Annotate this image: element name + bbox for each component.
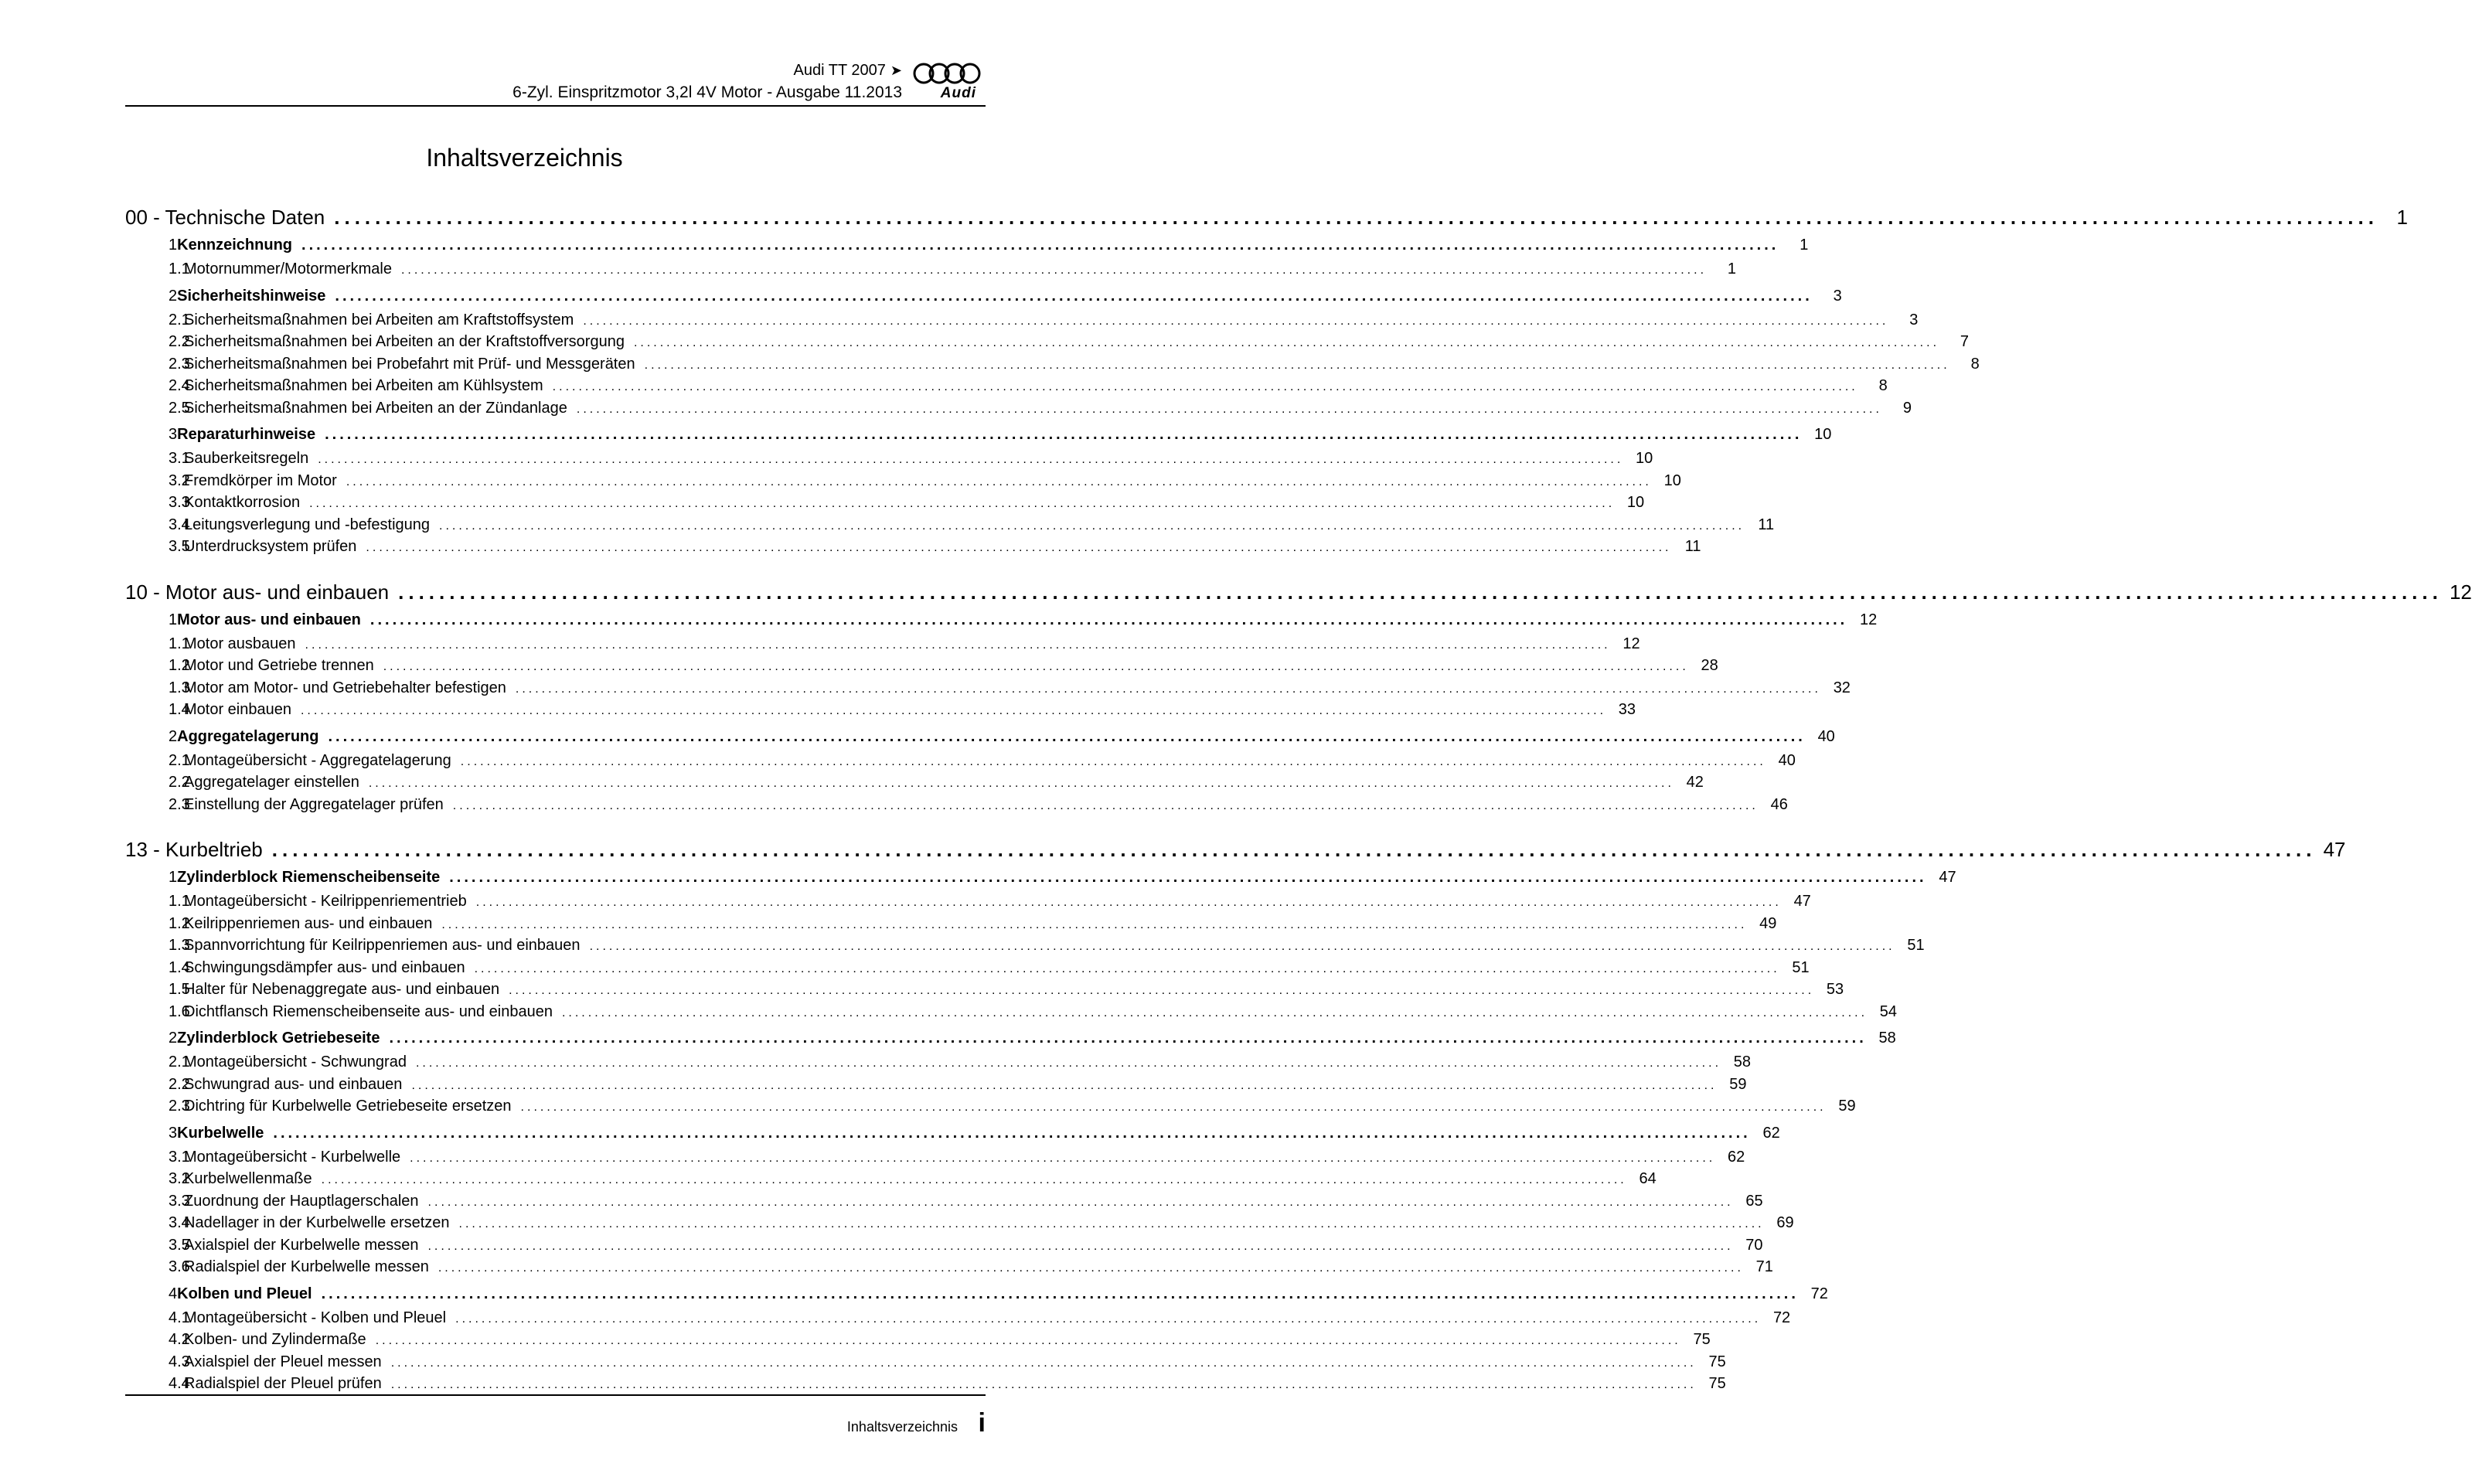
toc-entry-page: 75 <box>1708 1353 1726 1370</box>
toc-sub-row[interactable] <box>125 1214 1794 1237</box>
table-of-contents <box>125 203 2472 1397</box>
toc-entry-number: 3.2 <box>169 471 190 489</box>
toc-entry-number: 4.1 <box>169 1309 190 1326</box>
toc-entry-title: Sicherheitsmaßnahmen bei Arbeiten am Kühlsystem <box>184 377 543 394</box>
toc-dot-leader: ........................................................................................................................................................................................................ <box>318 453 1624 466</box>
toc-entry-number: 1.1 <box>169 635 190 652</box>
toc-dot-leader: ........................................................................................................................................................................................................ <box>589 940 1895 953</box>
toc-section-row[interactable] <box>125 869 1956 893</box>
toc-entry-title: Sicherheitshinweise <box>177 287 326 305</box>
toc-dot-leader: ........................................................................................................................................................................................................ <box>439 519 1745 533</box>
toc-entry-title: Radialspiel der Kurbelwelle messen <box>184 1258 429 1275</box>
toc-dot-leader: ........................................................................................................................................................................................................ <box>583 314 1889 328</box>
toc-entry-title: Montageübersicht - Aggregatelagerung <box>184 751 451 769</box>
toc-entry-number: 1.6 <box>169 1002 190 1020</box>
toc-entry-title: Sauberkeitsregeln <box>184 450 309 467</box>
toc-entry-title: Kontaktkorrosion <box>184 494 301 511</box>
toc-entry-title: Unterdrucksystem prüfen <box>184 538 357 555</box>
toc-entry-page: 47 <box>1939 869 1956 886</box>
toc-sub-row[interactable] <box>125 679 1851 702</box>
toc-entry-number: 1 <box>169 611 178 628</box>
toc-entry-page: 54 <box>1879 1002 1898 1020</box>
toc-dot-leader: ........................................................................................................................................................................................................ <box>520 1101 1827 1114</box>
toc-entry-title: Aggregatelagerung <box>177 727 319 745</box>
toc-entry-page: 72 <box>1810 1285 1828 1302</box>
page-header <box>125 54 986 107</box>
header-model: Audi TT 2007 ➤ <box>793 62 902 79</box>
toc-entry-page: 3 <box>1833 287 1842 305</box>
toc-sub-row[interactable] <box>125 774 1704 796</box>
toc-section-row[interactable] <box>125 1124 1780 1149</box>
toc-entry-number: 2 <box>169 727 178 745</box>
toc-entry-number: 2 <box>169 287 178 305</box>
toc-entry-number: 2.3 <box>169 795 190 813</box>
toc-entry-number: 1 <box>169 237 178 254</box>
toc-entry-number: 3 <box>169 426 178 443</box>
toc-entry-page: 11 <box>1758 516 1775 533</box>
toc-entry-number: 4 <box>169 1285 178 1302</box>
toc-dot-leader: ........................................................................................................................................................................................................ <box>325 426 1803 443</box>
toc-entry-title: Fremdkörper im Motor <box>184 471 337 489</box>
toc-sub-row[interactable] <box>125 471 1681 495</box>
toc-entry-number: 1.5 <box>169 981 190 998</box>
toc-entry-number: 1.4 <box>169 701 190 718</box>
toc-dot-leader: ........................................................................................................................................................................................................ <box>305 638 1611 652</box>
toc-entry-page: 40 <box>1817 727 1835 745</box>
toc-sub-row[interactable] <box>125 377 1888 400</box>
toc-entry-title: Zylinderblock Riemenscheibenseite <box>177 869 441 886</box>
toc-dot-leader: ........................................................................................................................................................................................................ <box>460 754 1766 768</box>
toc-dot-leader: ........................................................................................................................................................................................................ <box>366 541 1672 554</box>
toc-entry-page: 47 <box>1793 893 1811 910</box>
toc-dot-leader: ........................................................................................................................................................................................................ <box>398 580 2443 604</box>
toc-sub-row[interactable] <box>125 1331 1711 1353</box>
page-title: Inhaltsverzeichnis <box>426 144 623 172</box>
toc-dot-leader: ........................................................................................................................................................................................................ <box>328 727 1806 745</box>
toc-entry-page: 53 <box>1826 981 1844 998</box>
toc-entry-page: 11 <box>1684 538 1701 555</box>
toc-sub-row[interactable] <box>125 701 1636 723</box>
toc-chapter-row[interactable] <box>125 835 2346 869</box>
toc-entry-page: 42 <box>1686 774 1704 791</box>
toc-dot-leader: ........................................................................................................................................................................................................ <box>552 380 1858 393</box>
toc-sub-row[interactable] <box>125 1236 1763 1259</box>
toc-entry-title: Sicherheitsmaßnahmen bei Arbeiten am Kraftstoffsystem <box>184 311 574 328</box>
toc-sub-row[interactable] <box>125 1258 1773 1281</box>
toc-entry-title: Kolben- und Zylindermaße <box>184 1331 366 1348</box>
toc-dot-leader: ........................................................................................................................................................................................................ <box>334 206 2378 229</box>
toc-sub-row[interactable] <box>125 937 1925 959</box>
toc-entry-page: 75 <box>1693 1331 1711 1348</box>
toc-sub-row[interactable] <box>125 1309 1791 1332</box>
toc-entry-number: 2.2 <box>169 333 190 350</box>
toc-entry-page: 10 <box>1663 471 1681 489</box>
toc-entry-page: 32 <box>1833 679 1851 696</box>
toc-sub-row[interactable] <box>125 657 1718 679</box>
toc-entry-title: 00 - Technische Daten <box>125 206 325 229</box>
toc-sub-row[interactable] <box>125 260 1737 283</box>
toc-entry-number: 3.3 <box>169 1192 190 1210</box>
toc-dot-leader: ........................................................................................................................................................................................................ <box>383 660 1689 673</box>
toc-dot-leader: ........................................................................................................................................................................................................ <box>346 475 1652 488</box>
toc-entry-title: Spannvorrichtung für Keilrippenriemen aus- und einbauen <box>184 937 581 954</box>
toc-entry-number: 3.5 <box>169 1236 190 1254</box>
toc-sub-row[interactable] <box>125 1170 1657 1193</box>
toc-entry-page: 58 <box>1733 1053 1752 1070</box>
toc-section-row[interactable] <box>125 727 1835 752</box>
toc-entry-title: 10 - Motor aus- und einbauen <box>125 580 390 604</box>
toc-dot-leader: ........................................................................................................................................................................................................ <box>400 264 1708 277</box>
toc-entry-number: 1.3 <box>169 679 190 696</box>
toc-sub-row[interactable] <box>125 795 1788 819</box>
toc-dot-leader: ........................................................................................................................................................................................................ <box>389 1030 1867 1047</box>
toc-entry-number: 2.2 <box>169 774 190 791</box>
toc-dot-leader: ........................................................................................................................................................................................................ <box>427 1239 1734 1253</box>
toc-section-row[interactable] <box>125 426 1832 450</box>
toc-entry-title: Zylinderblock Getriebeseite <box>177 1030 380 1047</box>
toc-entry-page: 51 <box>1907 937 1925 954</box>
toc-entry-page: 62 <box>1762 1124 1780 1142</box>
toc-entry-page: 12 <box>1859 611 1878 628</box>
toc-sub-row[interactable] <box>125 1075 1747 1098</box>
toc-dot-leader: ........................................................................................................................................................................................................ <box>452 798 1759 812</box>
toc-sub-row[interactable] <box>125 1002 1898 1026</box>
toc-chapter-row[interactable] <box>125 203 2408 237</box>
toc-entry-title: Motor und Getriebe trennen <box>184 657 374 674</box>
toc-dot-leader: ........................................................................................................................................................................................................ <box>300 704 1607 717</box>
toc-entry-number: 1.2 <box>169 657 190 674</box>
toc-entry-page: 33 <box>1618 701 1636 718</box>
toc-entry-page: 58 <box>1878 1030 1896 1047</box>
toc-entry-number: 1.1 <box>169 260 190 277</box>
toc-entry-title: Kolben und Pleuel <box>177 1285 312 1302</box>
toc-entry-number: 3.1 <box>169 1148 190 1166</box>
toc-entry-title: Schwingungsdämpfer aus- und einbauen <box>184 958 465 976</box>
toc-entry-number: 3.1 <box>169 450 190 467</box>
toc-dot-leader: ........................................................................................................................................................................................................ <box>474 962 1780 975</box>
next-arrow-icon[interactable]: ➤ <box>890 63 902 78</box>
toc-entry-page: 49 <box>1759 914 1777 932</box>
toc-section-row[interactable] <box>125 1285 1828 1309</box>
toc-entry-number: 1.1 <box>169 893 190 910</box>
toc-sub-row[interactable] <box>125 516 1775 539</box>
toc-entry-number: 3.6 <box>169 1258 190 1275</box>
toc-dot-leader: ........................................................................................................................................................................................................ <box>415 1057 1722 1070</box>
toc-entry-title: Halter für Nebenaggregate aus- und einbauen <box>184 981 500 998</box>
toc-dot-leader: ........................................................................................................................................................................................................ <box>390 1378 1697 1391</box>
toc-section-row[interactable] <box>125 237 1809 260</box>
toc-sub-row[interactable] <box>125 333 1970 356</box>
audi-wordmark: Audi <box>940 85 976 101</box>
toc-entry-title: Schwungrad aus- und einbauen <box>184 1075 403 1093</box>
toc-section-row[interactable] <box>125 1030 1896 1053</box>
toc-entry-number: 2 <box>169 1030 178 1047</box>
toc-dot-leader: ........................................................................................................................................................................................................ <box>301 237 1779 254</box>
toc-entry-page: 62 <box>1727 1148 1745 1166</box>
toc-entry-title: Zuordnung der Hauptlagerschalen <box>184 1192 419 1210</box>
toc-entry-title: Sicherheitsmaßnahmen bei Arbeiten an der Kraftstoffversorgung <box>184 333 625 350</box>
toc-entry-title: Sicherheitsmaßnahmen bei Arbeiten an der Zündanlage <box>184 399 567 417</box>
toc-entry-page: 47 <box>2323 838 2346 861</box>
header-subtitle: 6-Zyl. Einspritzmotor 3,2l 4V Motor - Ausgabe 11.2013 <box>512 83 902 101</box>
toc-dot-leader: ........................................................................................................................................................................................................ <box>438 1261 1744 1275</box>
toc-entry-number: 2.5 <box>169 399 190 417</box>
toc-entry-number: 3.2 <box>169 1170 190 1187</box>
toc-entry-title: Axialspiel der Pleuel messen <box>184 1353 382 1370</box>
toc-sub-row[interactable] <box>125 751 1796 774</box>
toc-entry-number: 2.1 <box>169 1053 190 1070</box>
toc-entry-number: 1 <box>169 869 178 886</box>
toc-entry-page: 69 <box>1776 1214 1794 1231</box>
toc-sub-row[interactable] <box>125 355 1980 378</box>
toc-dot-leader: ........................................................................................................................................................................................................ <box>375 1334 1681 1347</box>
toc-entry-number: 3 <box>169 1124 178 1142</box>
toc-sub-row[interactable] <box>125 981 1844 1003</box>
toc-entry-title: Reparaturhinweise <box>177 426 316 443</box>
toc-sub-row[interactable] <box>125 893 1811 915</box>
toc-entry-title: Aggregatelager einstellen <box>184 774 359 791</box>
toc-entry-page: 12 <box>1622 635 1640 652</box>
toc-entry-page: 3 <box>1909 311 1919 328</box>
toc-entry-title: Kurbelwellenmaße <box>184 1170 312 1187</box>
toc-entry-title: Sicherheitsmaßnahmen bei Probefahrt mit Prüf- und Messgeräten <box>184 355 635 373</box>
toc-dot-leader: ........................................................................................................................................................................................................ <box>335 287 1813 305</box>
toc-entry-number: 3.5 <box>169 538 190 555</box>
toc-entry-page: 7 <box>1960 333 1970 350</box>
toc-entry-title: Keilrippenriemen aus- und einbauen <box>184 914 433 932</box>
toc-dot-leader: ........................................................................................................................................................................................................ <box>271 838 2317 861</box>
toc-entry-page: 10 <box>1636 450 1653 467</box>
toc-entry-number: 1.4 <box>169 958 190 976</box>
toc-entry-page: 40 <box>1778 751 1796 769</box>
toc-entry-page: 8 <box>1970 355 1980 373</box>
toc-entry-number: 2.3 <box>169 355 190 373</box>
toc-dot-leader: ........................................................................................................................................................................................................ <box>633 336 1940 349</box>
toc-dot-leader: ........................................................................................................................................................................................................ <box>576 402 1882 416</box>
toc-dot-leader: ........................................................................................................................................................................................................ <box>411 1078 1718 1092</box>
toc-dot-leader: ........................................................................................................................................................................................................ <box>410 1151 1716 1165</box>
toc-entry-number: 3.4 <box>169 1214 190 1231</box>
toc-entry-title: Kurbelwelle <box>177 1124 264 1142</box>
toc-dot-leader: ........................................................................................................................................................................................................ <box>321 1173 1627 1186</box>
toc-sub-row[interactable] <box>125 1148 1745 1171</box>
toc-entry-page: 70 <box>1745 1236 1763 1254</box>
toc-dot-leader: ........................................................................................................................................................................................................ <box>515 682 1821 696</box>
toc-entry-title: Leitungsverlegung und -befestigung <box>184 516 431 533</box>
toc-entry-title: Einstellung der Aggregatelager prüfen <box>184 795 444 813</box>
toc-dot-leader: ........................................................................................................................................................................................................ <box>475 896 1782 909</box>
toc-entry-page: 1 <box>1800 237 1809 254</box>
toc-dot-leader: ........................................................................................................................................................................................................ <box>455 1312 1762 1326</box>
toc-entry-title: Montageübersicht - Schwungrad <box>184 1053 407 1070</box>
toc-entry-title: Dichtring für Kurbelwelle Getriebeseite ersetzen <box>184 1098 512 1115</box>
toc-entry-page: 59 <box>1838 1098 1856 1115</box>
toc-entry-title: Motor einbauen <box>184 701 291 718</box>
toc-entry-page: 9 <box>1902 399 1912 417</box>
toc-entry-title: Kennzeichnung <box>177 237 293 254</box>
toc-entry-number: 2.4 <box>169 377 190 394</box>
toc-entry-title: Motor am Motor- und Getriebehalter befestigen <box>184 679 506 696</box>
toc-sub-row[interactable] <box>125 635 1640 658</box>
toc-dot-leader: ........................................................................................................................................................................................................ <box>321 1285 1799 1302</box>
toc-entry-title: Montageübersicht - Kolben und Pleuel <box>184 1309 447 1326</box>
toc-entry-page: 12 <box>2449 580 2472 604</box>
toc-section-row[interactable] <box>125 611 1878 635</box>
toc-entry-title: Dichtflansch Riemenscheibenseite aus- und einbauen <box>184 1002 553 1020</box>
toc-entry-page: 71 <box>1755 1258 1773 1275</box>
toc-entry-number: 3.4 <box>169 516 190 533</box>
toc-entry-page: 75 <box>1708 1375 1726 1392</box>
toc-chapter-row[interactable] <box>125 577 2472 611</box>
toc-entry-title: Axialspiel der Kurbelwelle messen <box>184 1236 419 1254</box>
toc-entry-title: Nadellager in der Kurbelwelle ersetzen <box>184 1214 450 1231</box>
toc-entry-number: 3.3 <box>169 494 190 511</box>
toc-sub-row[interactable] <box>125 1192 1763 1215</box>
toc-entry-page: 51 <box>1792 958 1810 976</box>
toc-entry-number: 2.1 <box>169 311 190 328</box>
toc-sub-row[interactable] <box>125 450 1653 472</box>
toc-dot-leader: ........................................................................................................................................................................................................ <box>441 917 1748 931</box>
toc-sub-row[interactable] <box>125 958 1810 982</box>
toc-entry-page: 64 <box>1639 1170 1657 1187</box>
toc-entry-number: 2.1 <box>169 751 190 769</box>
toc-sub-row[interactable] <box>125 538 1701 560</box>
toc-sub-row[interactable] <box>125 494 1645 516</box>
toc-entry-page: 1 <box>1727 260 1737 277</box>
footer-page-number: i <box>978 1408 986 1438</box>
toc-entry-page: 72 <box>1772 1309 1791 1326</box>
toc-dot-leader: ........................................................................................................................................................................................................ <box>427 1195 1734 1209</box>
toc-entry-number: 2.3 <box>169 1098 190 1115</box>
toc-entry-number: 4.4 <box>169 1375 190 1392</box>
toc-entry-page: 59 <box>1729 1075 1747 1093</box>
toc-entry-page: 8 <box>1878 377 1888 394</box>
toc-sub-row[interactable] <box>125 1053 1752 1076</box>
toc-entry-number: 1.2 <box>169 914 190 932</box>
toc-entry-title: 13 - Kurbeltrieb <box>125 838 263 861</box>
audi-rings-logo <box>910 62 984 100</box>
toc-section-row[interactable] <box>125 287 1842 311</box>
toc-dot-leader: ........................................................................................................................................................................................................ <box>309 497 1616 510</box>
toc-entry-page: 28 <box>1701 657 1718 674</box>
toc-dot-leader: ........................................................................................................................................................................................................ <box>368 777 1674 790</box>
toc-dot-leader: ........................................................................................................................................................................................................ <box>369 611 1848 628</box>
toc-entry-title: Montageübersicht - Kurbelwelle <box>184 1148 401 1166</box>
toc-dot-leader: ........................................................................................................................................................................................................ <box>458 1217 1765 1230</box>
toc-entry-page: 10 <box>1626 494 1645 511</box>
page-footer <box>125 1394 986 1438</box>
footer-label: Inhaltsverzeichnis <box>846 1419 958 1435</box>
toc-dot-leader: ........................................................................................................................................................................................................ <box>449 869 1927 886</box>
toc-entry-number: 4.2 <box>169 1331 190 1348</box>
toc-dot-leader: ........................................................................................................................................................................................................ <box>644 358 1950 372</box>
toc-entry-page: 46 <box>1770 795 1788 813</box>
toc-dot-leader: ........................................................................................................................................................................................................ <box>509 984 1815 997</box>
toc-dot-leader: ........................................................................................................................................................................................................ <box>390 1356 1697 1370</box>
toc-entry-title: Motornummer/Motormerkmale <box>184 260 392 277</box>
toc-entry-page: 65 <box>1745 1192 1763 1210</box>
toc-entry-title: Motor ausbauen <box>184 635 296 652</box>
toc-entry-page: 10 <box>1814 426 1832 443</box>
toc-sub-row[interactable] <box>125 1353 1726 1376</box>
toc-entry-title: Montageübersicht - Keilrippenriementrieb <box>184 893 467 910</box>
toc-entry-title: Motor aus- und einbauen <box>177 611 361 628</box>
toc-sub-row[interactable] <box>125 914 1777 938</box>
toc-entry-number: 4.3 <box>169 1353 190 1370</box>
toc-entry-page: 1 <box>2396 206 2408 229</box>
toc-entry-number: 1.3 <box>169 937 190 954</box>
toc-dot-leader: ........................................................................................................................................................................................................ <box>273 1124 1751 1142</box>
toc-sub-row[interactable] <box>125 1098 1856 1120</box>
toc-sub-row[interactable] <box>125 311 1919 334</box>
toc-dot-leader: ........................................................................................................................................................................................................ <box>561 1006 1868 1019</box>
toc-sub-row[interactable] <box>125 399 1912 422</box>
toc-entry-title: Radialspiel der Pleuel prüfen <box>184 1375 382 1392</box>
toc-entry-number: 2.2 <box>169 1075 190 1093</box>
